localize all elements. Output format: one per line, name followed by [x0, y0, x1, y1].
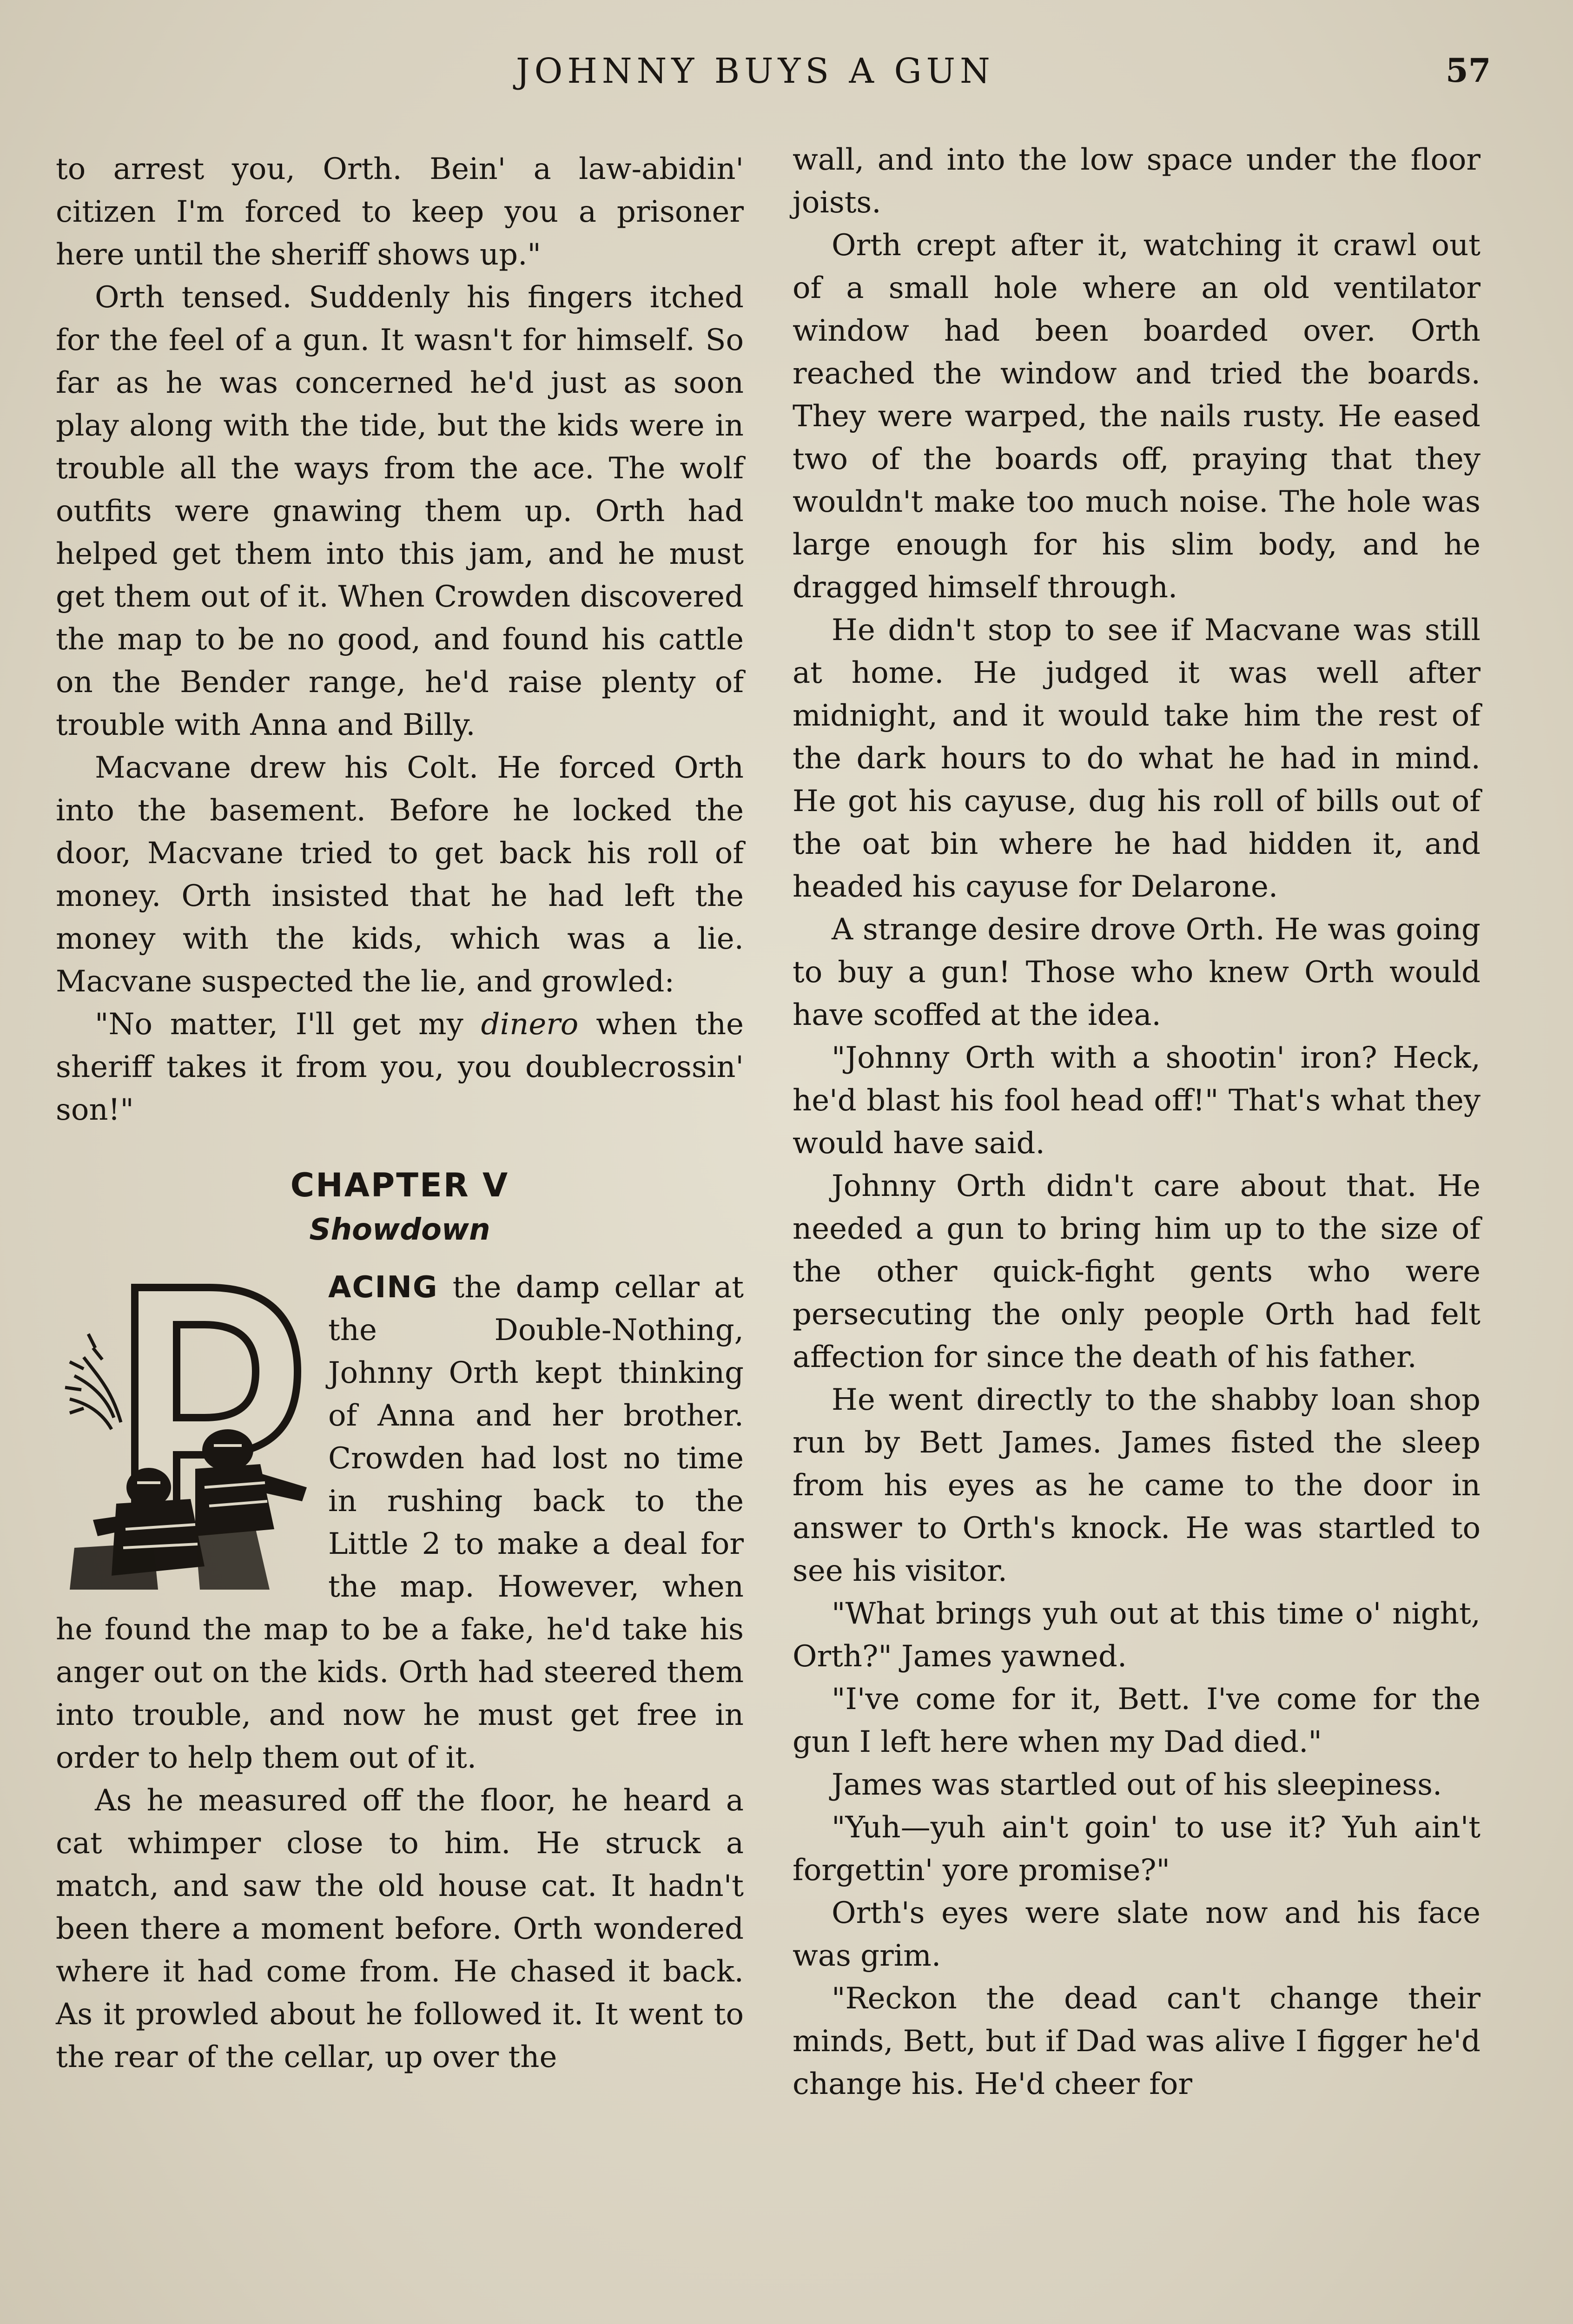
paragraph: to arrest you, Orth. Bein' a law-abidin' citizen I'm forced to keep you a prisoner here until the sheriff shows up.": [56, 152, 744, 272]
paragraph: Orth crept after it, watching it crawl out of a small hole where an old ventilator window had been boarded over. Orth reached the window and tried the boards. They were warped, the nails rusty. He eased two of the boards off, praying that they wouldn't make too much noise. The hole was large enough for his slim body, and he dragged himself through.: [793, 228, 1480, 605]
paragraph: "Reckon the dead can't change their minds, Bett, but if Dad was alive I figger he'd change his. He'd cheer for: [793, 1981, 1480, 2101]
paragraph: Macvane drew his Colt. He forced Orth into the basement. Before he locked the door, Macvane tried to get back his roll of money. Orth insisted that he had left the money with the kids, which was a lie. Macvane suspected the lie, and growled:: [56, 751, 744, 999]
chapter-subtitle: Showdown: [309, 1213, 490, 1247]
paragraph: Johnny Orth didn't care about that. He needed a gun to bring him up to the size of the other quick-fight gents who were persecuting the only people Orth had felt affection for since the death of his father.: [793, 1169, 1480, 1374]
chapter-title: CHAPTER V: [290, 1166, 509, 1204]
paragraph: Orth tensed. Suddenly his fingers itched for the feel of a gun. It wasn't for himself. So far as he was concerned he'd just as soon play along with the tide, but the kids were in trouble all the ways from the ace. The wolf outfits were gnawing them up. Orth had helped get them into this jam, and he must get them out of it. When Crowden discovered the map to be no good, and found his cattle on the Bender range, he'd raise plenty of trouble with Anna and Billy.: [56, 280, 744, 742]
dropcap-first-word: ACING: [328, 1270, 438, 1305]
paragraph: "I've come for it, Bett. I've come for the gun I left here when my Dad died.": [793, 1682, 1480, 1759]
dropcap-rest: the damp cellar at the Double-Nothing, Johnny Orth kept thinking of Anna and her brother. Crowden had lost no time in rushing back to the Little 2 to make a deal for the map. However, when he found the map to be a fake, he'd take his anger out on the kids. Orth had steered them into trouble, and now he must get free in order to help them out of it.: [56, 1270, 744, 1775]
paragraph-quote: [56, 1003, 744, 1131]
running-head: [0, 51, 1573, 102]
quote-text: when the sheriff takes it from you, you doublecrossin' son!": [56, 1007, 744, 1127]
paragraph: "What brings yuh out at this time o' night, Orth?" James yawned.: [793, 1597, 1480, 1674]
paragraph: A strange desire drove Orth. He was going to buy a gun! Those who knew Orth would have scoffed at the idea.: [793, 912, 1480, 1032]
paragraph: wall, and into the low space under the floor joists.: [793, 143, 1480, 220]
paragraph: Orth's eyes were slate now and his face was grim.: [793, 1896, 1480, 1973]
italic-word: dinero: [481, 1007, 579, 1042]
dropcap-illustration: [56, 1269, 316, 1590]
right-column: [793, 139, 1480, 2106]
chapter-heading: [56, 1163, 744, 1252]
dropcap-p-with-cowboys-icon: [56, 1269, 316, 1590]
quote-text: "No matter, I'll get my: [95, 1007, 481, 1042]
paragraph: "Yuh—yuh ain't goin' to use it? Yuh ain't forgettin' yore promise?": [793, 1810, 1480, 1888]
page-number: 57: [1446, 51, 1491, 90]
paragraph: James was startled out of his sleepiness.: [832, 1768, 1442, 1802]
running-title: JOHNNY BUYS A GUN: [516, 51, 995, 91]
paragraph: He didn't stop to see if Macvane was still at home. He judged it was well after midnight, and it would take him the rest of the dark hours to do what he had in mind. He got his cayuse, dug his roll of bills out of the oat bin where he had hidden it, and headed his cayuse for Delarone.: [793, 613, 1480, 904]
left-column: [56, 148, 744, 2079]
paragraph: As he measured off the floor, he heard a cat whimper close to him. He struck a match, and saw the old house cat. It hadn't been there a moment before. Orth wondered where it had come from. He chased it back. As it prowled about he followed it. It went to the rear of the cellar, up over the: [56, 1783, 744, 2074]
paragraph: He went directly to the shabby loan shop run by Bett James. James fisted the sleep from his eyes as he came to the door in answer to Orth's knock. He was startled to see his visitor.: [793, 1383, 1480, 1588]
paragraph: "Johnny Orth with a shootin' iron? Heck, he'd blast his fool head off!" That's what they would have said.: [793, 1041, 1480, 1161]
